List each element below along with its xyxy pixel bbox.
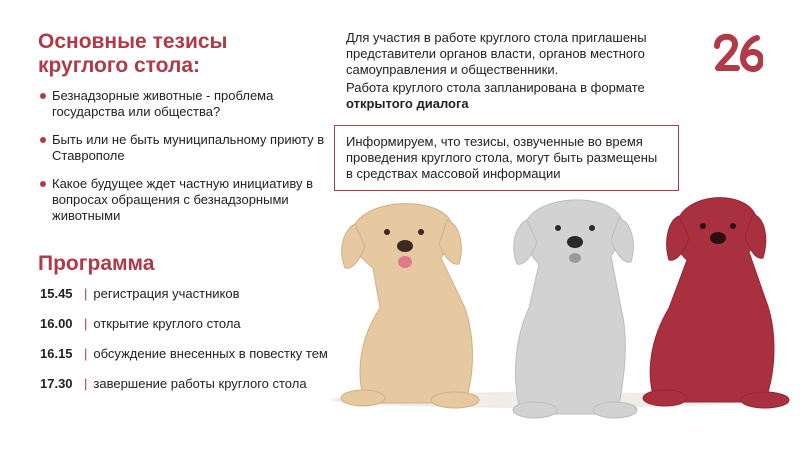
dogs-illustration [325, 188, 800, 452]
format-prefix: Работа круглого стола запланирована в формате [346, 80, 645, 95]
bullet-dot-icon [40, 137, 46, 143]
theses-list [40, 88, 330, 236]
dog-red-icon [643, 198, 789, 408]
theses-title: Основные тезисы круглого стола: [38, 30, 228, 77]
separator-icon: | [84, 346, 88, 361]
schedule-event: регистрация участников [93, 286, 240, 301]
schedule-event: завершение работы круглого стола [93, 376, 307, 391]
separator-icon: | [84, 316, 88, 331]
theses-item [40, 176, 330, 224]
theses-item [40, 132, 330, 164]
schedule-time: 16.00 [40, 316, 73, 331]
program-schedule [40, 286, 350, 406]
schedule-time: 15.45 [40, 286, 73, 301]
dog-gray-tongue [569, 253, 581, 263]
intro-text: Для участия в работе круглого стола приглашены представители органов власти, органов местного самоуправления и общественники. [346, 30, 647, 77]
format-highlight: открытого диалога [346, 96, 469, 111]
schedule-event: открытие круглого стола [93, 316, 241, 331]
program-title: Программа [38, 252, 155, 275]
separator-icon: | [84, 286, 88, 301]
schedule-event: обсуждение внесенных в повестку тем [93, 346, 328, 361]
bullet-dot-icon [40, 93, 46, 99]
schedule-row [40, 316, 350, 346]
notice-box: Информируем, что тезисы, озвученные во время проведения круглого стола, могут быть размещены в средствах массовой информации [334, 125, 679, 191]
dog-natural-icon [341, 204, 479, 408]
dog-natural-tongue [398, 256, 412, 268]
schedule-time: 16.15 [40, 346, 73, 361]
schedule-row [40, 286, 350, 316]
schedule-row [40, 346, 350, 376]
theses-item-text: Быть или не быть муниципальному приюту в Ставрополе [52, 132, 325, 163]
separator-icon: | [84, 376, 88, 391]
dog-gray-icon [513, 200, 637, 418]
schedule-time: 17.30 [40, 376, 73, 391]
logo-26-icon [713, 30, 763, 74]
theses-item-text: Какое будущее ждет частную инициативу в вопросах обращения с безнадзорными животными [52, 176, 313, 223]
theses-item [40, 88, 330, 120]
schedule-row [40, 376, 350, 406]
format-text [346, 80, 676, 112]
theses-item-text: Безнадзорные животные - проблема государства или общества? [52, 88, 274, 119]
bullet-dot-icon [40, 181, 46, 187]
